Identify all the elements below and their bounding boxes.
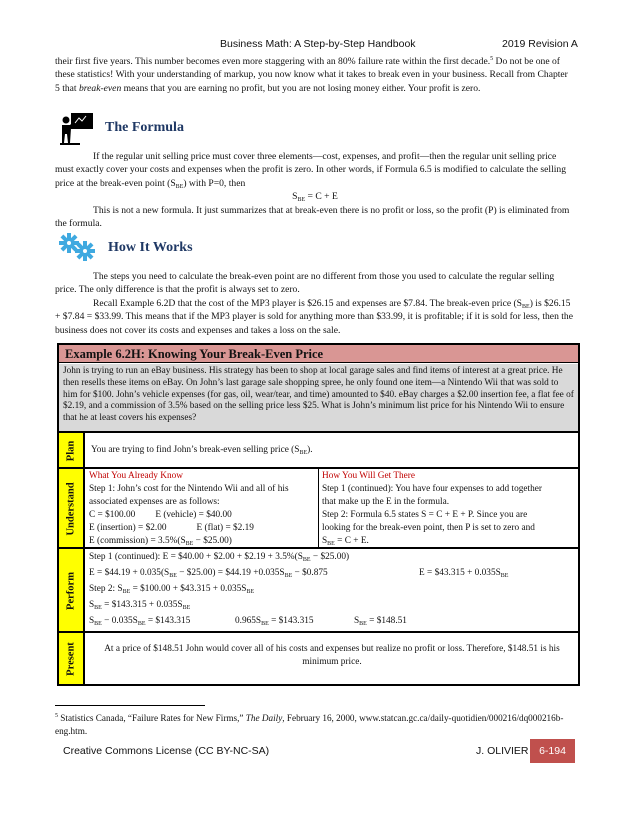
teacher-at-board-icon [60, 112, 94, 146]
page-number: 6-194 [530, 739, 575, 763]
present-label: Present [59, 633, 85, 684]
understand-row [59, 467, 578, 549]
break-even-formula: $S_{BE} = C + E$ [292, 191, 338, 204]
understand-known: What You Already Know Step 1: John’s cost for the Nintendo Wii and all of his associated expenses are as follows: C = $100.00 E (vehicle) = $40.00 E (insertion) = $2.00 E (flat) = $2.19 E (commission) = $3.5\%(S_{BE}$ − $25.00) [89, 470, 315, 548]
understand-steps: How You Will Get There Step 1 (continued): You have four expenses to add together that make up the E in the formula. Step 2: Formula 6.5 states S = C + E + P. Since you are looking for the break-even point, then P is set to zero and $S_{BE} = C + E$. [322, 470, 574, 548]
section-heading-how-it-works: How It Works [108, 240, 193, 255]
footnote: $^5$ Statistics Canada, “Failure Rates for New Firms,” The Daily, February 16, 2000, www.statcan.gc.ca/daily-quotidien/000216/dq000216b-eng.htm. [55, 713, 564, 736]
footnote-divider [55, 705, 205, 706]
revision-label: 2019 Revision A [502, 38, 578, 50]
author-name: J. OLIVIER [476, 745, 529, 757]
commission-expense: E (commission) = $3.5\%(S_{BE}$ − $25.00) [89, 536, 232, 547]
footnote-ref[interactable]: 5 [490, 56, 494, 62]
understand-label: Understand [59, 469, 85, 549]
what-you-know-heading: What You Already Know [89, 471, 183, 481]
vehicle-expense: E (vehicle) = $40.00 [155, 510, 232, 520]
example-box [57, 343, 580, 686]
intro-paragraph: their first five years. This number becomes even more staggering with an 80% failure rate within the first decade.$^5$ Do not be one of these statistics! With your understanding of markup, you now know what it takes to break even in your business. Recall from Chapter 5 that break-even means that you are earning no profit, but you are not losing money either. Your profit is zero. [55, 56, 568, 94]
section-heading-formula: The Formula [105, 120, 184, 135]
plan-label: Plan [59, 433, 85, 469]
perform-row [59, 547, 578, 633]
plan-row [59, 431, 578, 469]
license-text: Creative Commons License (CC BY-NC-SA) [63, 745, 270, 757]
present-row [59, 631, 578, 684]
flat-expense: E (flat) = $2.19 [196, 523, 254, 533]
book-title: Business Math: A Step-by-Step Handbook [220, 38, 416, 50]
plan-text: You are trying to find John’s break-even selling price $(S_{BE})$. [91, 445, 313, 456]
example-title: Example 6.2H: Knowing Your Break-Even Price [59, 345, 578, 363]
example-description: John is trying to run an eBay business. His strategy has been to shop at local garage sales and find items of interest at a great price. He then resells these items on eBay. On John’s last garage sale shopping spree, he only found one item—a Nintendo Wii that was sold to him for $100. John’s vehicle expenses (for gas, oil, wear/tear, and time) amounted to $40. eBay charges a $2.00 insertion fee, a flat fee of $2.19, and a commission of 3.5% based on the selling price less $25. What is John’s minimum list price for his Nintendo Wii to ensure that he at least covers his expenses? [59, 364, 578, 431]
break-even-result: $S_{BE}$ = $148.51 [354, 616, 407, 627]
present-text: At a price of $148.51 John would cover all of his costs and expenses but realize no profit or loss. Therefore, $148.51 is his minimum price. [104, 644, 560, 667]
formula-paragraph: If the regular unit selling price must cover three elements—cost, expenses, and profit—then the regular unit selling price must exactly cover your costs and expenses when the profit is zero. In other words, if Formula 6.5 is modified to calculate the selling price at the break-even point $(S_{BE})$ with P=0, then $S_{BE} = C + E$ This is not a new formula. It just summarizes that at break-even there is no profit or loss, so the profit (P) is eliminated from the formula. [55, 150, 575, 230]
insertion-expense: E (insertion) = $2.00 [89, 523, 167, 533]
perform-steps: Step 1 (continued): E = $40.00 + $2.00 + $2.19 + $3.5\%(S_{BE}$ − $25.00) E = $44.19 + $0.035(S_{BE}$ − $25.00) = $44.19 $+0.035S_{BE}$ − $0.875 E = $43.315 + $0.035S_{BE}$ Step 2: $S_{BE}$ = $100.00 + $43.315 + $0.035S_{BE}$ $S_{BE}$ = $143.315 + $0.035S_{BE}$ $S_{BE} - 0.035S_{BE}$ = $143.315 $0.965S_{BE}$ = $143.315 $S_{BE}$ = $148.51 [89, 552, 509, 627]
cost-value: C = $100.00 [89, 510, 136, 520]
gears-icon [58, 232, 98, 262]
perform-label: Perform [59, 549, 85, 633]
how-you-get-there-heading: How You Will Get There [322, 471, 416, 481]
how-it-works-paragraph: The steps you need to calculate the break-even point are no different from those you used to calculate the regular selling price. The only difference is that the profit is always set to zero. Recall Example 6.2D that the cost of the MP3 player is $26.15 and expenses are $7.84. The break-even price $(S_{BE})$ is $26.15 + $7.84 = $33.99. This means that if the MP3 player is sold for anything more than $33.99, it is profitable; if it is sold for less, then the business does not cover its costs and expenses and takes a loss on the sale. [55, 271, 573, 336]
